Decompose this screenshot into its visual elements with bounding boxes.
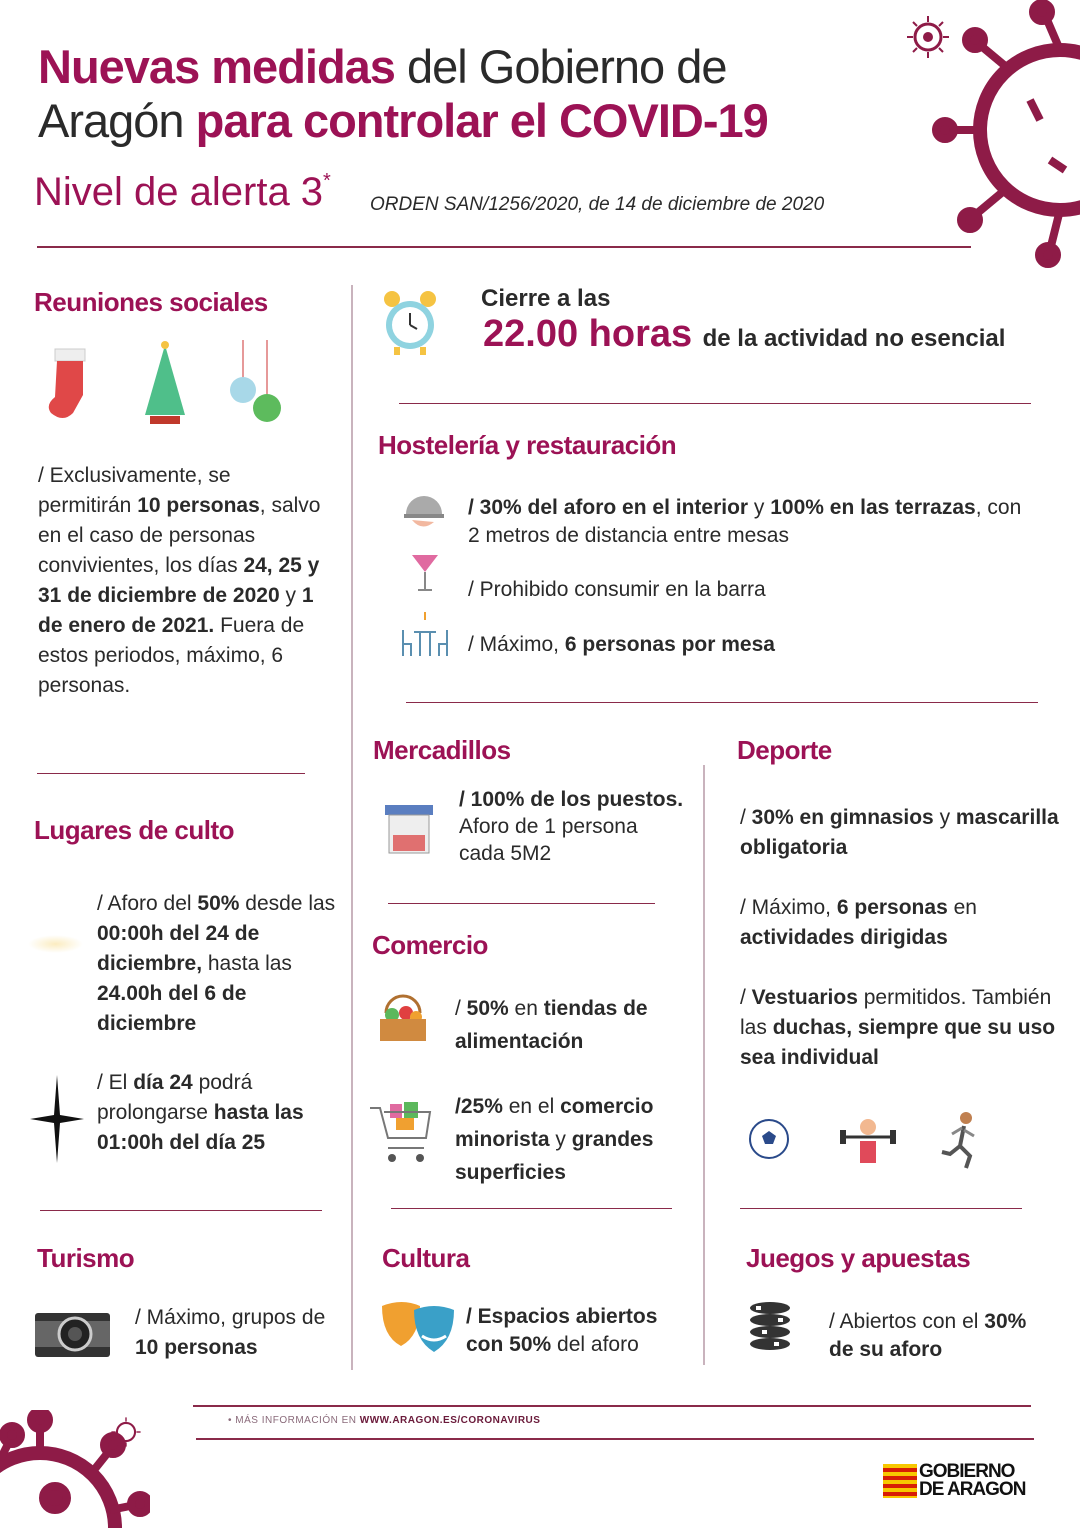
star-sparkle-icon [30,1075,84,1163]
text-segment: 10 personas [137,494,260,517]
text-segment: / Espacios abiertos con 50% [466,1305,658,1356]
shopping-cart-icon [368,1100,433,1165]
casino-chips-icon [748,1300,793,1358]
section-title-hosteleria: Hostelería y restauración [378,430,677,460]
text-segment: / Aforo del [97,892,198,915]
mercadillos-text [459,786,684,867]
text-segment: 10 personas [135,1336,258,1359]
text-segment: / 30% del aforo en el interior [468,496,749,519]
divider [391,1208,672,1209]
alarm-clock-icon [380,285,440,360]
text-segment: permitidos. También las [740,986,1052,1039]
text-segment: 1 de enero de 2021. [38,584,314,637]
text-segment: en [508,997,544,1020]
aragon-flag-icon [883,1464,917,1498]
alert-level-text: Nivel de alerta 3 [34,170,324,214]
text-segment: 50% [466,997,509,1020]
text-segment: y [549,1128,572,1151]
section-title-juegos: Juegos y apuestas [746,1243,971,1273]
divider [40,1210,322,1211]
section-title-comercio: Comercio [372,930,488,960]
text-segment: 30% en gimnasios [751,806,934,829]
divider [388,903,655,904]
text-segment: / [740,986,752,1009]
text-segment: y [748,496,771,519]
divider [193,1405,1031,1407]
alert-level [34,170,331,215]
text-segment: 50% [197,892,240,915]
gobierno-aragon-logo [883,1463,1025,1499]
juegos-text [829,1308,1029,1364]
soccer-ball-icon [748,1118,790,1160]
text-segment: grandes superficies [455,1128,654,1184]
christmas-stocking-icon [45,345,100,425]
deporte-text-3 [740,983,1070,1073]
weightlifter-icon [838,1115,898,1165]
section-title-turismo: Turismo [37,1243,135,1273]
text-segment: / 100% de los puestos. [459,788,684,811]
text-segment: actividades dirigidas [740,926,948,949]
text-segment: mascarilla obligatoria [740,806,1059,859]
text-segment: / Máximo, [468,633,565,656]
text-segment: / [455,997,467,1020]
divider [37,773,305,774]
camera-icon [35,1307,110,1357]
section-title-culto: Lugares de culto [34,815,235,845]
text-segment: y [933,806,956,829]
text-segment: /25% [455,1095,503,1118]
text-segment: / Abiertos con el [829,1310,985,1333]
table-chairs-icon [400,612,450,657]
text-segment: , salvo en el caso de personas convivientes, los días [38,494,321,577]
text-segment: en el [502,1095,561,1118]
text-segment: 24, 25 y 31 de diciembre de 2020 [38,554,320,607]
text-segment: / Máximo, [740,896,837,919]
runner-icon [940,1110,980,1170]
text-segment: / Prohibido consumir en la barra [468,578,766,601]
turismo-text [135,1303,335,1363]
text-segment: desde las [239,892,336,915]
section-title-deporte: Deporte [737,735,832,765]
text-segment: 00:00h del 24 de diciembre, [97,922,260,975]
more-info [228,1415,540,1426]
culto-text-1 [97,889,347,1039]
text-segment: para controlar el COVID-19 [195,94,768,147]
section-title-cultura: Cultura [382,1243,470,1273]
text-segment: / El [97,1071,134,1094]
text-segment: 30% de su aforo [829,1310,1027,1361]
text-segment: duchas, siempre que su uso sea individual [740,1016,1056,1069]
text-segment: Vestuarios [751,986,858,1009]
logo-line-1: GOBIERNO [919,1461,1015,1482]
text-segment: Nuevas medidas [38,40,395,93]
hosteleria-item-3 [468,630,1028,660]
text-segment: , con 2 metros de distancia entre mesas [468,496,1022,547]
deporte-text-1 [740,803,1060,863]
page-title [38,40,938,148]
alert-footnote-mark: * [323,170,331,192]
text-segment: del Gobierno de [394,40,727,93]
comercio-text-1 [455,992,695,1058]
more-info-link[interactable]: WWW.ARAGON.ES/CORONAVIRUS [359,1415,541,1426]
divider [196,1438,1034,1440]
text-segment: 100% en las terrazas [770,496,976,519]
text-segment: 6 personas por mesa [564,633,775,656]
order-reference: ORDEN SAN/1256/2020, de 14 de diciembre de 2020 [370,194,825,215]
title-line-1 [38,40,938,94]
hosteleria-item-2 [468,575,1028,605]
small-virus-icon [110,1416,142,1448]
cocktail-glass-icon [410,550,440,595]
text-segment: 6 personas [836,896,948,919]
divider [740,1208,1022,1209]
text-segment: hasta las 01:00h del día 25 [97,1101,304,1154]
theater-masks-icon [380,1300,456,1356]
divider [406,702,1038,703]
hosteleria-item-1 [468,494,1028,550]
title-line-2 [38,94,938,148]
reuniones-text [38,461,323,701]
text-segment: / Exclusivamente, se permitirán [38,464,231,517]
text-segment: hasta las [202,952,292,975]
text-segment: / [740,806,752,829]
sparkle-glow-icon [28,935,83,953]
cultura-text [466,1303,691,1359]
section-title-mercadillos: Mercadillos [373,735,511,765]
closing-rest: de la actividad no esencial [702,325,1006,352]
virus-icon [930,0,1080,270]
text-segment: día 24 [133,1071,193,1094]
comercio-text-2 [455,1090,695,1189]
food-cloche-icon [402,490,447,535]
market-stall-icon [383,803,435,855]
bullet: • [228,1415,236,1426]
divider [399,403,1031,404]
section-title-reuniones: Reuniones sociales [34,287,268,317]
food-basket-icon [376,993,430,1045]
text-segment: Aforo de 1 persona cada 5M2 [459,815,638,865]
text-segment: Aragón [38,94,196,147]
divider [703,765,705,1365]
closing-time [483,313,1005,356]
christmas-tree-icon [135,340,195,428]
deporte-text-2 [740,893,1060,953]
christmas-ornaments-icon [225,340,285,428]
closing-hours: 22.00 horas [483,313,693,355]
text-segment: tiendas de alimentación [455,997,648,1053]
divider [37,246,971,248]
text-segment: comercio minorista [455,1095,654,1151]
text-segment: 24.00h del 6 de diciembre [97,982,247,1035]
closing-line-1: Cierre a las [481,285,611,312]
culto-text-2 [97,1068,337,1158]
text-segment: en [947,896,977,919]
text-segment: del aforo [551,1333,639,1356]
text-segment: Fuera de estos periodos, máximo, 6 personas. [38,614,305,697]
text-segment: podrá prolongarse [97,1071,253,1124]
more-info-prefix: MÁS INFORMACIÓN EN [235,1415,360,1426]
text-segment: y [279,584,302,607]
divider [351,285,353,1370]
text-segment: / Máximo, grupos de [135,1306,326,1329]
logo-line-2: DE ARAGON [919,1479,1026,1500]
